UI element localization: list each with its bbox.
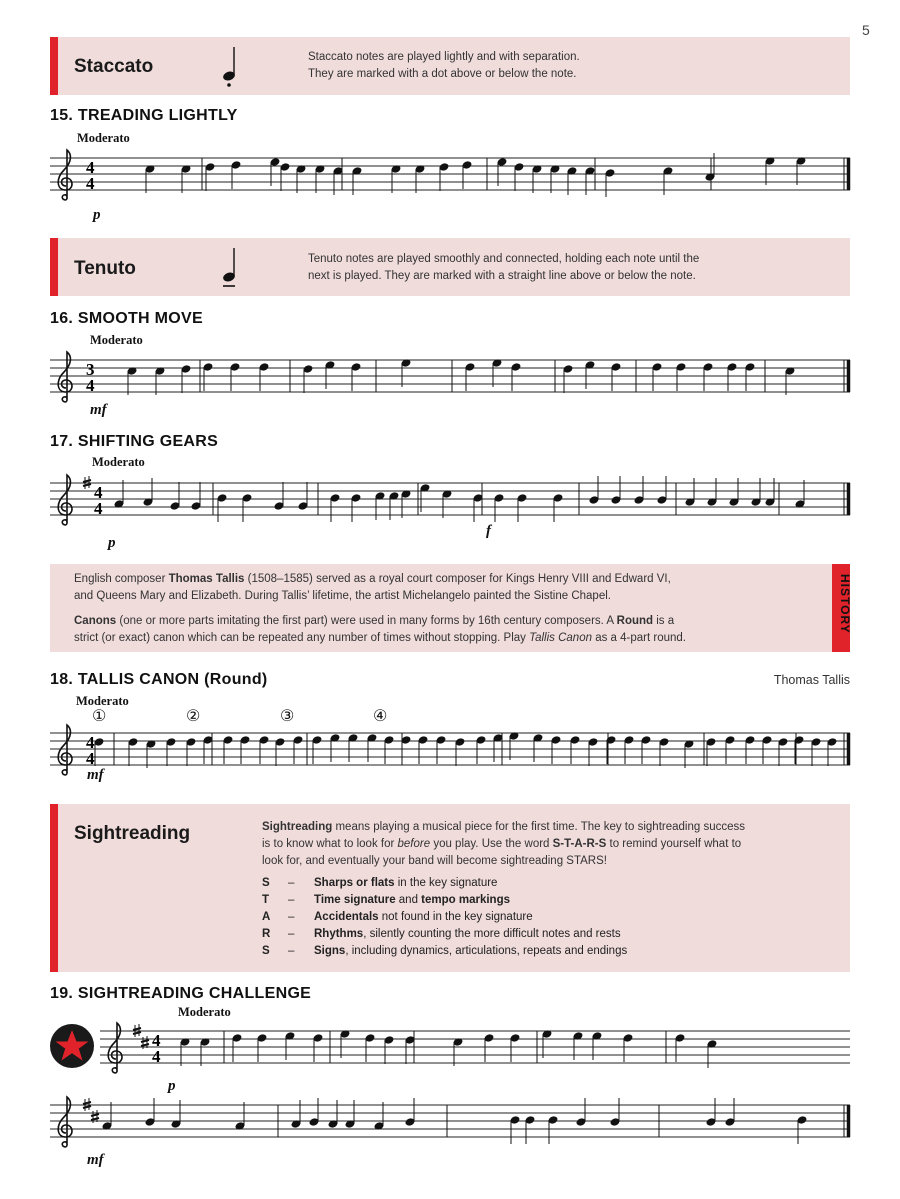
stars-letter: T xyxy=(262,894,270,906)
staff-exercise-16 xyxy=(50,352,850,422)
time-signature-top: 4 xyxy=(86,733,95,752)
sightreading-text: is to know what to look for xyxy=(262,838,398,850)
tenuto-note-icon xyxy=(220,246,240,290)
list-item xyxy=(262,926,627,943)
history-text: is a xyxy=(653,615,675,627)
history-term: Round xyxy=(616,615,654,627)
time-signature-bottom: 4 xyxy=(86,376,95,395)
history-tab-label: HISTORY xyxy=(838,574,852,634)
stars-letter: S xyxy=(262,945,270,957)
sightreading-text: look for, and eventually your band will become sightreading STARS! xyxy=(262,855,607,867)
round-entry-1: ① xyxy=(92,708,107,725)
stars-dash: – xyxy=(288,894,295,906)
staccato-label: Staccato xyxy=(74,56,154,77)
accent-bar xyxy=(50,804,58,972)
tempo-marking: Moderato xyxy=(90,333,143,347)
dynamic-marking: p xyxy=(168,1078,176,1094)
stars-text: in the key signature xyxy=(394,877,498,889)
history-name: Thomas Tallis xyxy=(168,573,245,585)
stars-list xyxy=(262,875,627,960)
stars-letter: S xyxy=(262,877,270,889)
tempo-marking: Moderato xyxy=(178,1005,231,1019)
stars-text: , silently counting the more difficult notes and rests xyxy=(363,928,621,940)
dynamic-marking: p xyxy=(108,535,116,551)
staff-exercise-17 xyxy=(50,475,850,545)
stars-term: Rhythms xyxy=(314,928,364,940)
staccato-info-box xyxy=(50,37,850,95)
tenuto-label: Tenuto xyxy=(74,258,136,279)
history-text: strict (or exact) canon which can be repeated any number of times without stopping. Play xyxy=(74,632,530,644)
sightreading-term: Sightreading xyxy=(262,821,333,833)
staff-exercise-19-line-1 xyxy=(100,1023,850,1093)
sightreading-star-icon xyxy=(50,1024,94,1068)
staccato-note-icon xyxy=(220,45,240,89)
stars-term: Accidentals xyxy=(314,911,379,923)
time-signature-top: 4 xyxy=(152,1031,161,1050)
stars-text: , including dynamics, articulations, repeats and endings xyxy=(345,945,628,957)
history-text: (1508–1585) served as a royal court composer for Kings Henry VIII and Edward VI, xyxy=(244,573,671,585)
time-signature-bottom: 4 xyxy=(94,499,103,518)
history-text: and Queens Mary and Elizabeth. During Tallis’ lifetime, the artist Michelangelo painted the Sistine Chapel. xyxy=(74,590,611,602)
stars-letter: A xyxy=(262,911,271,923)
sightreading-acronym: S-T-A-R-S xyxy=(552,838,607,850)
staccato-text-1: Staccato notes are played lightly and with separation. xyxy=(308,51,580,63)
sightreading-emphasis: before xyxy=(397,838,431,850)
history-text: as a 4-part round. xyxy=(592,632,686,644)
history-text: (one or more parts imitating the first part) were used in many forms by 16th century composers. A xyxy=(116,615,617,627)
accent-bar xyxy=(50,37,58,95)
list-item xyxy=(262,909,627,926)
dynamic-marking: mf xyxy=(90,402,107,418)
stars-term: Signs xyxy=(314,945,346,957)
time-signature-bottom: 4 xyxy=(86,174,95,193)
list-item xyxy=(262,943,627,960)
stars-term: tempo markings xyxy=(421,894,510,906)
history-term: Canons xyxy=(74,615,117,627)
staff-exercise-18 xyxy=(50,725,850,795)
history-text: English composer xyxy=(74,573,169,585)
time-signature-bottom: 4 xyxy=(152,1047,161,1066)
dynamic-marking: mf xyxy=(87,1152,104,1168)
time-signature-top: 4 xyxy=(94,483,103,502)
page-number: 5 xyxy=(862,22,870,38)
stars-text: and xyxy=(395,894,422,906)
exercise-15-title: 15. TREADING LIGHTLY xyxy=(50,107,238,124)
time-signature-bottom: 4 xyxy=(86,749,95,768)
stars-letter: R xyxy=(262,928,271,940)
time-signature-top: 3 xyxy=(86,360,95,379)
sightreading-text: means playing a musical piece for the first time. The key to sightreading success xyxy=(332,821,745,833)
dynamic-marking-forte: f xyxy=(486,523,491,539)
staff-exercise-15 xyxy=(50,150,850,220)
time-signature-top: 4 xyxy=(86,158,95,177)
stars-dash: – xyxy=(288,877,295,889)
list-item xyxy=(262,875,627,892)
dynamic-marking: p xyxy=(93,207,101,223)
stars-term: Sharps or flats xyxy=(314,877,395,889)
round-entry-4: ④ xyxy=(373,708,388,725)
stars-term: Time signature xyxy=(314,894,396,906)
sightreading-text: to remind yourself what to xyxy=(606,838,742,850)
sightreading-label: Sightreading xyxy=(74,823,191,844)
history-title: Tallis Canon xyxy=(529,632,592,644)
round-entry-2: ② xyxy=(186,708,201,725)
stars-dash: – xyxy=(288,945,295,957)
round-entry-3: ③ xyxy=(280,708,295,725)
exercise-17-title: 17. SHIFTING GEARS xyxy=(50,433,219,450)
list-item xyxy=(262,892,627,909)
stars-dash: – xyxy=(288,928,295,940)
staccato-text-2: They are marked with a dot above or below the note. xyxy=(308,68,577,80)
tenuto-info-box xyxy=(50,238,850,296)
tempo-marking: Moderato xyxy=(77,131,130,145)
sightreading-text: you play. Use the word xyxy=(430,838,553,850)
stars-text: not found in the key signature xyxy=(378,911,533,923)
dynamic-marking: mf xyxy=(87,767,104,783)
tempo-marking: Moderato xyxy=(76,694,129,708)
exercise-19-title: 19. SIGHTREADING CHALLENGE xyxy=(50,985,312,1002)
tempo-marking: Moderato xyxy=(92,455,145,469)
exercise-18-title: 18. TALLIS CANON (Round) xyxy=(50,671,268,688)
stars-dash: – xyxy=(288,911,295,923)
accent-bar xyxy=(50,238,58,296)
exercise-16-title: 16. SMOOTH MOVE xyxy=(50,310,203,327)
composer-name: Thomas Tallis xyxy=(773,673,850,687)
history-box xyxy=(50,564,850,652)
tenuto-text-1: Tenuto notes are played smoothly and connected, holding each note until the xyxy=(308,253,700,265)
tenuto-text-2: next is played. They are marked with a straight line above or below the note. xyxy=(308,270,696,282)
staff-exercise-19-line-2 xyxy=(50,1097,850,1167)
